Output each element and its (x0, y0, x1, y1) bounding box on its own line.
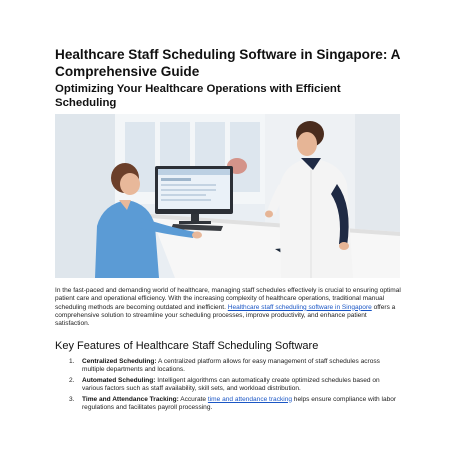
feature-text: Intelligent algorithms can automatically create optimized schedules based on various factors such as staff availability, skill sets, and workload distribution. (82, 376, 380, 393)
feature-text-start: Accurate (178, 395, 208, 403)
feature-title: Time and Attendance Tracking: (82, 395, 179, 403)
document-title: Healthcare Staff Scheduling Software in Singapore: A Comprehensive Guide (55, 47, 400, 79)
list-number: 1. (69, 358, 75, 365)
time-attendance-link[interactable]: time and attendance tracking (207, 395, 292, 403)
intro-text-end: offers a comprehensive solution to streamline your scheduling processes, improve productivity, and enhance patient satisfaction. (55, 303, 396, 328)
feature-text: A centralized platform allows for easy management of staff schedules across multiple departments and locations. (82, 358, 380, 374)
healthcare-scheduling-link[interactable]: Healthcare staff scheduling software in Singapore (227, 303, 372, 311)
features-list (55, 358, 401, 414)
document-subtitle: Optimizing Your Healthcare Operations with Efficient Scheduling (55, 83, 341, 109)
feature-item-centralized (55, 358, 401, 375)
feature-item-automated (55, 377, 401, 394)
feature-text-end: helps ensure compliance with labor regulations and facilitates payroll processing. (82, 395, 397, 411)
intro-paragraph (55, 287, 401, 328)
hero-photo (55, 114, 400, 278)
feature-title: Centralized Scheduling: (82, 358, 157, 365)
feature-item-time-attendance (55, 396, 401, 413)
intro-text-start: In the fast-paced and demanding world of healthcare, managing staff schedules effectively is crucial to ensuring optimal patient care and operational efficiency. With the increasing complexity of healthcare operations, traditional manual scheduling methods are becoming outdated and inefficient. (55, 287, 401, 311)
list-number: 2. (69, 376, 75, 384)
list-number: 3. (69, 395, 75, 403)
feature-title: Automated Scheduling: (82, 376, 156, 384)
section-heading-key-features: Key Features of Healthcare Staff Scheduling Software (55, 340, 319, 352)
